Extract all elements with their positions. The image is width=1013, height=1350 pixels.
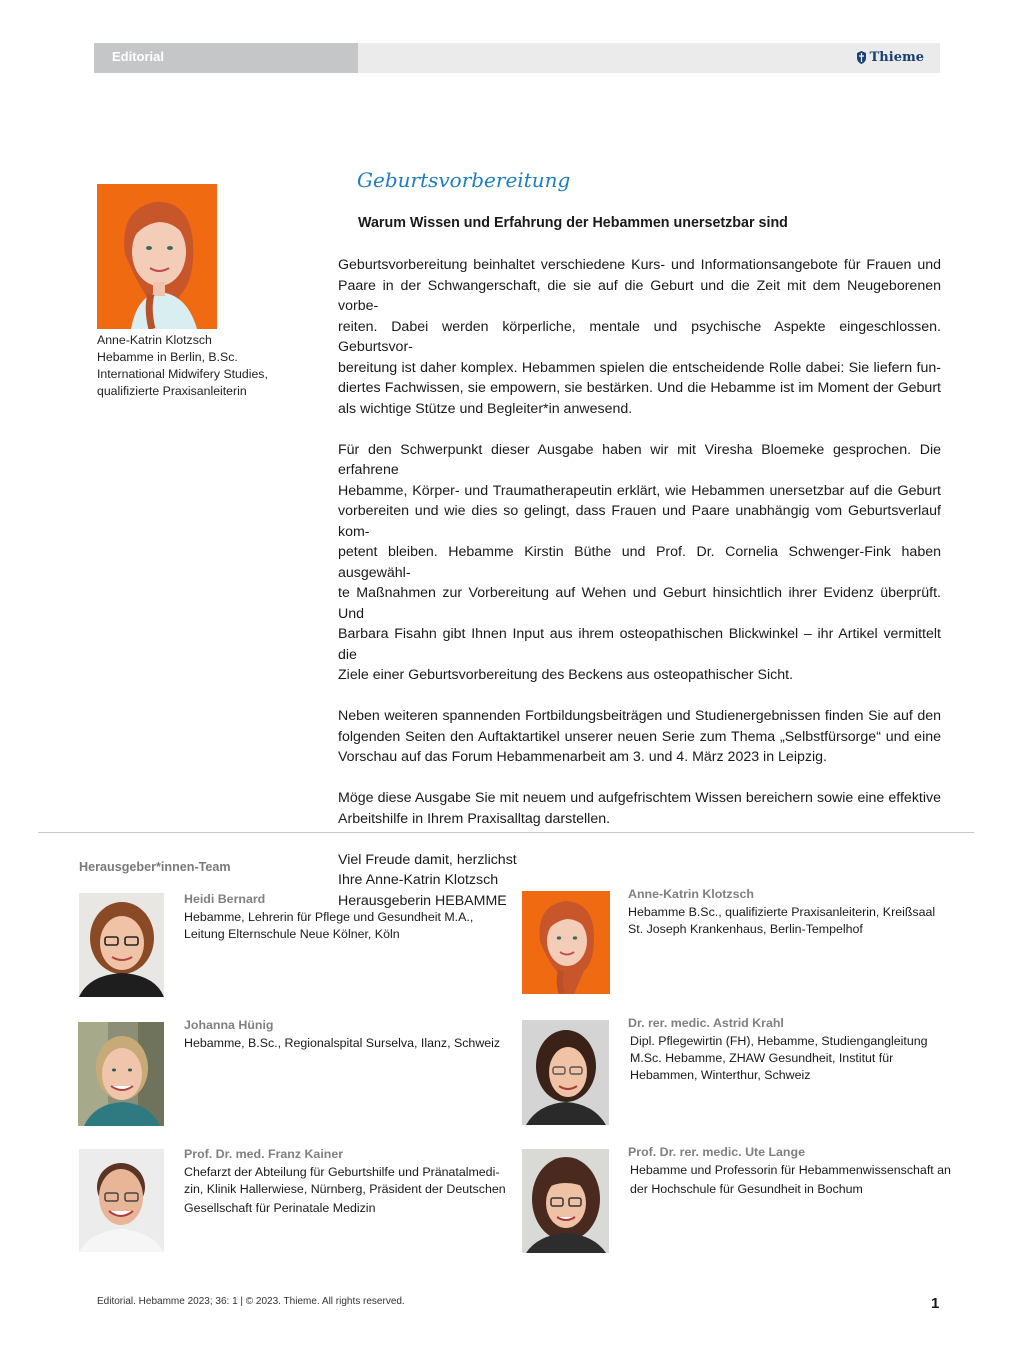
closing-line: Ihre Anne-Katrin Klotzsch xyxy=(338,872,499,888)
closing-line: Herausgeberin HEBAMME xyxy=(338,892,507,909)
member-name: Anne-Katrin Klotzsch xyxy=(628,887,754,901)
text-line: Ziele einer Geburtsvorbereitung des Beckens aus osteopathischer Sicht. xyxy=(338,667,794,683)
member-desc-line: Hebammen, Winterthur, Schweiz xyxy=(630,1068,811,1082)
author-portrait xyxy=(97,184,217,329)
paragraph xyxy=(338,706,941,768)
member-desc-line: Leitung Elternschule Neue Kölner, Köln xyxy=(184,927,400,941)
member-desc-line: Hebamme, B.Sc., Regionalspital Surselva, Ilanz, Schweiz xyxy=(184,1036,501,1050)
caption-line: Anne-Katrin Klotzsch xyxy=(97,333,212,347)
article-body xyxy=(338,255,941,911)
text-line: Hebamme, Körper- und Traumatherapeutin erklärt, wie Hebammen unersetzbar auf die Geburt xyxy=(338,482,941,499)
article-title: Geburtsvorbereitung xyxy=(357,168,571,192)
paragraph xyxy=(338,788,941,829)
member-name: Johanna Hünig xyxy=(184,1018,274,1032)
section-divider xyxy=(38,832,974,833)
member-desc-line: Hebamme B.Sc., qualifizierte Praxisanleiterin, Kreißsaal xyxy=(628,905,936,919)
closing-signature xyxy=(338,850,941,912)
member-desc-line: Hebamme und Professorin für Hebammenwissenschaft an xyxy=(630,1163,951,1177)
member-desc-line: St. Joseph Krankenhaus, Berlin-Tempelhof xyxy=(628,922,863,936)
member-description xyxy=(630,1033,928,1084)
member-name: Heidi Bernard xyxy=(184,892,266,906)
member-photo xyxy=(79,1149,164,1252)
footer-citation: Editorial. Hebamme 2023; 36: 1 | © 2023. Thieme. All rights reserved. xyxy=(97,1296,405,1307)
text-line: folgenden Seiten den Auftaktartikel unserer neuen Serie zum Thema „Selbstfürsorge“ und eine xyxy=(338,728,941,745)
member-name: Prof. Dr. med. Franz Kainer xyxy=(184,1147,344,1161)
header-bar xyxy=(94,43,940,73)
member-desc-line: Dipl. Pflegewirtin (FH), Hebamme, Studiengangleitung xyxy=(630,1034,928,1048)
member-description xyxy=(630,1162,951,1198)
paragraph xyxy=(338,440,941,686)
text-line: te Maßnahmen zur Vorbereitung auf Wehen und Geburt hinsichtlich ihrer Evidenz überprüft. Und xyxy=(338,585,941,622)
page-number: 1 xyxy=(931,1295,940,1312)
text-line: Geburtsvorbereitung beinhaltet verschiedene Kurs- und Informationsangebote für Frauen und xyxy=(338,257,941,273)
member-desc-line: Gesellschaft für Perinatale Medizin xyxy=(184,1201,376,1215)
member-description xyxy=(184,1164,506,1217)
text-line: als wichtige Stütze und Begleiter*in anwesend. xyxy=(338,400,633,417)
text-line: Paare in der Schwangerschaft, die sie auf die Geburt und die Zeit mit dem Neugeborenen vorbe- xyxy=(338,277,941,314)
author-caption xyxy=(97,332,287,400)
text-line: Möge diese Ausgabe Sie mit neuem und aufgefrischtem Wissen bereichern sowie eine effektive xyxy=(338,790,941,806)
paragraph xyxy=(338,255,941,419)
text-line: diertes Fachwissen, sie empowern, sie bestärken. Und die Hebamme ist im Moment der Geburt xyxy=(338,380,941,396)
member-photo xyxy=(522,1020,609,1125)
member-photo xyxy=(79,893,164,997)
member-desc-line: der Hochschule für Gesundheit in Bochum xyxy=(630,1182,863,1196)
text-line: petent bleiben. Hebamme Kirstin Büthe und Prof. Dr. Cornelia Schwenger-Fink haben ausgewähl- xyxy=(338,544,941,581)
section-label: Editorial xyxy=(94,43,358,73)
closing-line: Viel Freude damit, herzlichst xyxy=(338,851,517,868)
team-heading: Herausgeber*innen-Team xyxy=(79,860,231,874)
member-name: Prof. Dr. rer. medic. Ute Lange xyxy=(628,1145,805,1159)
member-desc-line: Chefarzt der Abteilung für Geburtshilfe und Pränatalmedi- xyxy=(184,1165,500,1179)
text-line: Arbeitshilfe in Ihrem Praxisalltag darstellen. xyxy=(338,810,611,827)
text-line: Für den Schwerpunkt dieser Ausgabe haben wir mit Viresha Bloemeke gesprochen. Die erfahrene xyxy=(338,441,941,478)
text-line: bereitung ist daher komplex. Hebammen spielen die entscheidende Rolle dabei: Sie liefern fun- xyxy=(338,359,941,376)
publisher-logo[interactable] xyxy=(856,50,924,65)
member-description xyxy=(628,904,935,938)
text-line: Vorschau auf das Forum Hebammenarbeit am 3. und 4. März 2023 in Leipzig. xyxy=(338,749,827,765)
thieme-crest-icon xyxy=(856,51,867,64)
text-line: Neben weiteren spannenden Fortbildungsbeiträgen und Studienergebnissen finden Sie auf den xyxy=(338,708,941,724)
caption-line: Hebamme in Berlin, B.Sc. xyxy=(97,350,238,364)
member-description xyxy=(184,1035,500,1052)
member-desc-line: zin, Klinik Hallerwiese, Nürnberg, Präsident der Deutschen xyxy=(184,1182,506,1196)
brand-name: Thieme xyxy=(869,50,924,65)
member-description xyxy=(184,909,473,943)
member-photo xyxy=(522,1149,609,1253)
text-line: vorbereiten und wie dies so gelingt, dass Frauen und Paare unabhängig vom Geburtsverlauf kom- xyxy=(338,503,941,540)
member-name: Dr. rer. medic. Astrid Krahl xyxy=(628,1016,784,1030)
text-line: Barbara Fisahn gibt Ihnen Input aus ihrem osteopathischen Blickwinkel – ihr Artikel vermittelt die xyxy=(338,626,941,663)
member-desc-line: M.Sc. Hebamme, ZHAW Gesundheit, Institut für xyxy=(630,1051,894,1065)
text-line: reiten. Dabei werden körperliche, mentale und psychische Aspekte eingeschlossen. Geburtsvor- xyxy=(338,318,941,355)
article-subtitle: Warum Wissen und Erfahrung der Hebammen unersetzbar sind xyxy=(358,215,788,231)
member-photo xyxy=(522,891,610,994)
caption-line: qualifizierte Praxisanleiterin xyxy=(97,384,247,398)
member-desc-line: Hebamme, Lehrerin für Pflege und Gesundheit M.A., xyxy=(184,910,474,924)
caption-line: International Midwifery Studies, xyxy=(97,367,268,381)
member-photo xyxy=(78,1022,164,1126)
